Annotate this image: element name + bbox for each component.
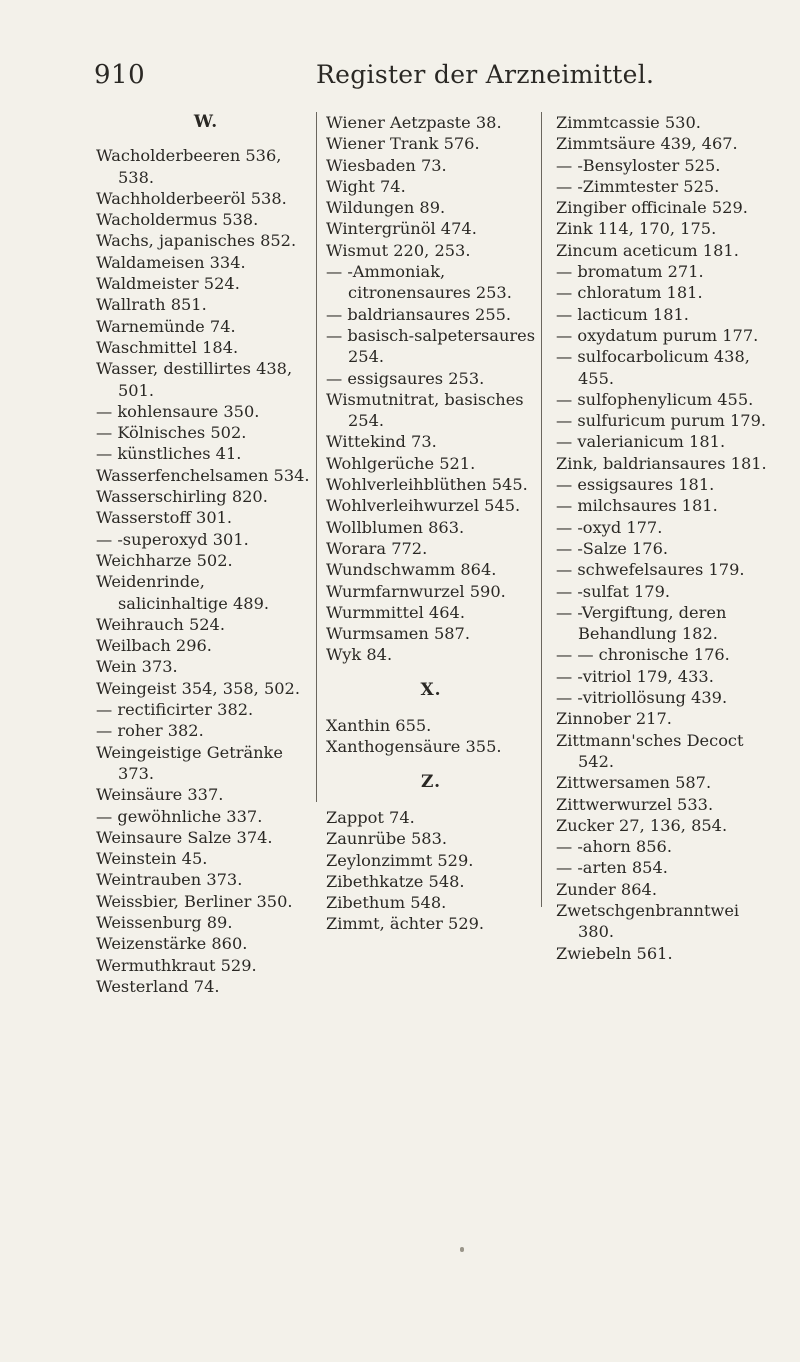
- index-entry: — -Ammoniak, citronensaures 253.: [326, 262, 512, 303]
- index-entry: Westerland 74.: [96, 976, 220, 996]
- index-entry: — essigsaures 181.: [556, 475, 715, 495]
- index-entry: Zittmann'sches Decoct 542.: [556, 730, 744, 771]
- index-entry: Wurmmittel 464.: [326, 602, 465, 622]
- index-entry: Zittwerwurzel 533.: [556, 794, 714, 814]
- index-entry: — künstliches 41.: [96, 444, 242, 464]
- print-speck: [460, 1247, 464, 1252]
- index-entry: — -arten 854.: [556, 858, 668, 878]
- index-column-2: [326, 112, 536, 935]
- index-entry: Wermuthkraut 529.: [96, 955, 257, 975]
- index-entry: — chloratum 181.: [556, 283, 703, 303]
- index-entry: Wiener Aetzpaste 38.: [326, 113, 502, 132]
- running-head: Register der Arzneimittel.: [316, 60, 655, 89]
- page-number: 910: [94, 60, 146, 90]
- index-entry: — — chronische 176.: [556, 645, 730, 665]
- index-entry: — roher 382.: [96, 721, 204, 741]
- index-entry: Zibethum 548.: [326, 893, 447, 913]
- index-entry: Zwiebeln 561.: [556, 943, 673, 963]
- index-entry: Zink, baldriansaures 181.: [556, 453, 767, 473]
- index-entry: Weissbier, Berliner 350.: [96, 891, 293, 911]
- index-entry: — -superoxyd 301.: [96, 529, 249, 549]
- index-entry: — rectificirter 382.: [96, 700, 254, 720]
- index-entry: Waschmittel 184.: [96, 337, 239, 357]
- index-entry: Weingeist 354, 358, 502.: [96, 678, 300, 698]
- index-entry: — bromatum 271.: [556, 262, 704, 282]
- index-entry: Weissenburg 89.: [96, 912, 233, 932]
- column-rule: [316, 112, 317, 802]
- index-entry: Zappot 74.: [326, 807, 415, 827]
- index-entry: — kohlensaure 350.: [96, 401, 260, 421]
- index-entry: Wurmsamen 587.: [326, 624, 470, 644]
- index-column-3: [556, 112, 776, 964]
- index-entry: Zeylonzimmt 529.: [326, 850, 474, 870]
- index-entry: — baldriansaures 255.: [326, 304, 512, 324]
- index-entry: Wachholderbeeröl 538.: [96, 188, 287, 208]
- index-entry: Wacholdermus 538.: [96, 210, 259, 230]
- index-entry: Wallrath 851.: [96, 295, 207, 315]
- column-rule: [541, 112, 542, 907]
- index-entry: — milchsaures 181.: [556, 496, 718, 516]
- index-entry: Wiener Trank 576.: [326, 134, 480, 154]
- index-entry: — -sulfat 179.: [556, 581, 671, 601]
- index-entry: Weinsaure Salze 374.: [96, 827, 273, 847]
- index-entry: Wurmfarnwurzel 590.: [326, 581, 506, 601]
- index-entry: Zimmtcassie 530.: [556, 113, 701, 132]
- index-entry: Xanthin 655.: [326, 716, 432, 736]
- index-entry: — sulfocarbolicum 438, 455.: [556, 347, 750, 388]
- index-entry: Zimmtsäure 439, 467.: [556, 134, 738, 154]
- index-entry: Wollblumen 863.: [326, 517, 465, 537]
- index-entry: Zink 114, 170, 175.: [556, 219, 717, 239]
- index-entry: Weingeistige Getränke 373.: [96, 742, 283, 783]
- index-entry: Xanthogensäure 355.: [326, 737, 502, 757]
- index-entry: Weilbach 296.: [96, 636, 212, 656]
- index-entry: — oxydatum purum 177.: [556, 325, 759, 345]
- index-entry: Wacholderbeeren 536, 538.: [96, 146, 282, 187]
- index-entry: Wohlverleihwurzel 545.: [326, 496, 521, 516]
- index-entry: — -vitriollösung 439.: [556, 688, 728, 708]
- index-entry: — -vitriol 179, 433.: [556, 666, 714, 686]
- index-entry: — -ahorn 856.: [556, 837, 672, 857]
- index-entry: Wismut 220, 253.: [326, 240, 471, 260]
- index-entry: — sulfophenylicum 455.: [556, 389, 754, 409]
- index-entry: Worara 772.: [326, 538, 428, 558]
- index-entry: Zinnober 217.: [556, 709, 672, 729]
- index-entry: — -oxyd 177.: [556, 517, 663, 537]
- index-entry: Wachs, japanisches 852.: [96, 231, 297, 251]
- index-entry: — lacticum 181.: [556, 304, 689, 324]
- index-entry: Wein 373.: [96, 657, 178, 677]
- index-entry: — -Bensyloster 525.: [556, 155, 721, 175]
- index-entry: — -Salze 176.: [556, 538, 669, 558]
- index-entry: Weizenstärke 860.: [96, 934, 248, 954]
- index-entry: — essigsaures 253.: [326, 368, 485, 388]
- index-entry: Wohlverleihblüthen 545.: [326, 475, 528, 495]
- index-entry: Waldmeister 524.: [96, 274, 240, 294]
- index-entry: Wasserfenchelsamen 534.: [96, 465, 310, 485]
- index-entry: Wasserschirling 820.: [96, 487, 268, 507]
- index-entry: Zingiber officinale 529.: [556, 198, 748, 218]
- index-entry: — -Vergiftung, deren Behandlung 182.: [556, 602, 727, 644]
- index-entry: Warnemünde 74.: [96, 316, 236, 336]
- section-letter: Z.: [420, 771, 442, 792]
- index-entry: — sulfuricum purum 179.: [556, 411, 767, 431]
- index-entry: Zucker 27, 136, 854.: [556, 815, 728, 835]
- index-entry: — Kölnisches 502.: [96, 423, 247, 443]
- section-letter: X.: [420, 679, 442, 700]
- index-column-1: [96, 112, 316, 997]
- index-entry: — -Zimmtester 525.: [556, 176, 720, 196]
- index-entry: Zincum aceticum 181.: [556, 240, 739, 260]
- index-entry: — gewöhnliche 337.: [96, 806, 263, 826]
- index-entry: Zwetschgenbranntwei 380.: [556, 900, 740, 942]
- index-entry: Weinsäure 337.: [96, 785, 224, 805]
- section-letter: W.: [193, 112, 219, 132]
- index-entry: Zittwersamen 587.: [556, 773, 712, 793]
- index-entry: Wasserstoff 301.: [96, 508, 233, 528]
- index-entry: Wismutnitrat, basisches 254.: [326, 389, 524, 431]
- index-entry: — basisch-salpetersaures 254.: [326, 325, 536, 367]
- index-entry: Zibethkatze 548.: [326, 871, 465, 891]
- index-entry: Zaunrübe 583.: [326, 829, 448, 849]
- index-entry: Wohlgerüche 521.: [326, 453, 476, 473]
- index-entry: Wiesbaden 73.: [326, 155, 447, 175]
- index-entry: Zimmt, ächter 529.: [326, 914, 485, 934]
- index-entry: Wittekind 73.: [326, 432, 437, 452]
- index-entry: Wight 74.: [326, 176, 406, 196]
- index-entry: — schwefelsaures 179.: [556, 560, 745, 580]
- index-entry: — valerianicum 181.: [556, 432, 726, 452]
- index-entry: Weihrauch 524.: [96, 614, 225, 634]
- index-entry: Wasser, destillirtes 438, 501.: [96, 359, 293, 400]
- index-entry: Zunder 864.: [556, 879, 657, 899]
- index-entry: Wintergrünöl 474.: [326, 219, 477, 239]
- index-entry: Waldameisen 334.: [96, 252, 246, 272]
- index-entry: Weinstein 45.: [96, 849, 208, 869]
- index-entry: Wundschwamm 864.: [326, 560, 497, 580]
- index-entry: Weichharze 502.: [96, 550, 233, 570]
- index-entry: Weintrauben 373.: [96, 870, 243, 890]
- index-entry: Wildungen 89.: [326, 198, 446, 218]
- index-entry: Wyk 84.: [326, 645, 393, 665]
- index-entry: Weidenrinde, salicinhaltige 489.: [96, 572, 270, 613]
